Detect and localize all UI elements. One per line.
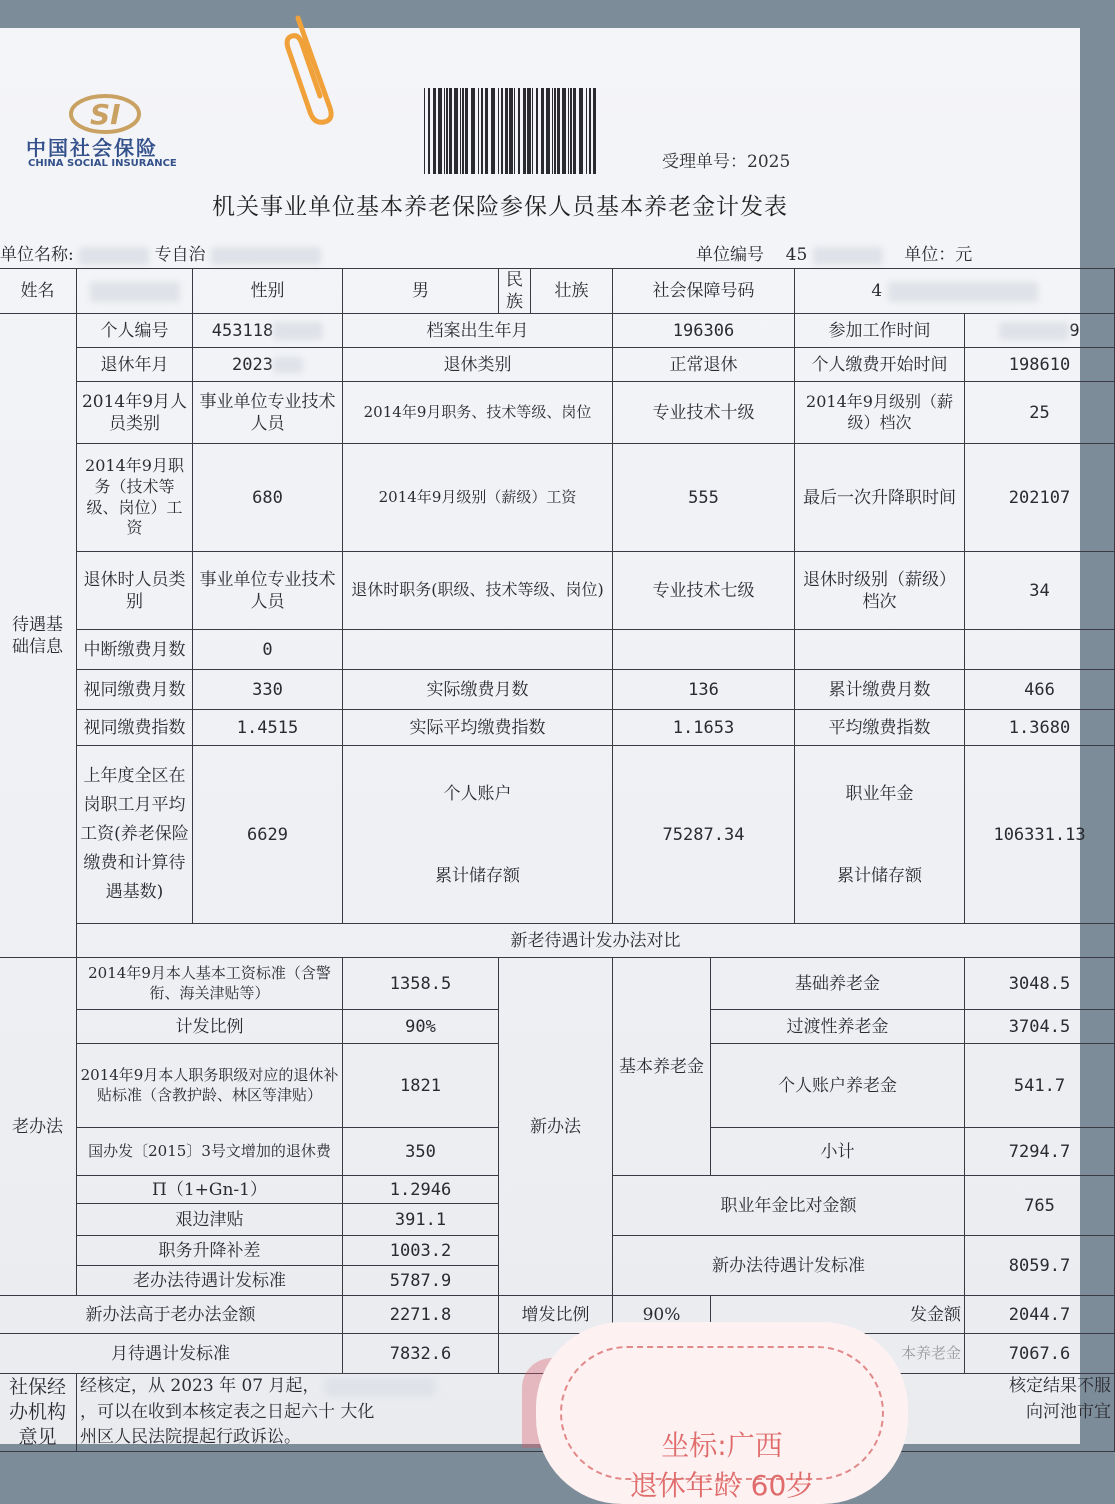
barcode-bar xyxy=(557,88,560,174)
deemed-months-value: 330 xyxy=(193,670,343,710)
redaction xyxy=(813,247,883,265)
new-standard-label: 新办法待遇计发标准 xyxy=(613,1236,965,1296)
barcode-bar xyxy=(481,88,483,174)
new-row-label: 个人账户养老金 xyxy=(711,1044,965,1128)
retire-category-value: 事业单位专业技术人员 xyxy=(193,552,343,630)
actual-months-value: 136 xyxy=(613,670,795,710)
svg-text:SI: SI xyxy=(90,98,121,131)
retire-grade-value: 34 xyxy=(965,552,1115,630)
deemed-index-value: 1.4515 xyxy=(193,710,343,746)
retire-post-label: 退休时职务(职级、技术等级、岗位) xyxy=(343,552,613,630)
interrupt-value: 0 xyxy=(193,630,343,670)
barcode-bar xyxy=(449,88,452,174)
birth-label: 档案出生年月 xyxy=(343,314,613,348)
annuity-value: 106331.13 xyxy=(965,746,1115,924)
unit-code-label: 单位编号 xyxy=(696,245,764,265)
footer-line2: ，可以在收到本核定表之日起六十 xyxy=(80,1401,335,1422)
personal-account-label-1: 个人账户 xyxy=(443,783,512,804)
barcode-bar xyxy=(454,88,458,174)
barcode-bar xyxy=(554,88,556,174)
sep2014-post-value: 专业技术十级 xyxy=(613,382,795,444)
personal-account-label-2: 累计储存额 xyxy=(435,865,520,886)
retire-date-value: 2023 xyxy=(232,354,273,375)
barcode-bar xyxy=(428,88,430,174)
increase-amount-value: 2044.7 xyxy=(965,1296,1115,1334)
footer-left-label: 社保经办机构意见 xyxy=(0,1374,77,1452)
annuity-label-2: 累计储存额 xyxy=(837,865,922,886)
sep2014-category-label: 2014年9月人员类别 xyxy=(77,382,193,444)
barcode-bar xyxy=(523,88,526,174)
basic-pension-partial: 本养老金 xyxy=(499,1334,965,1374)
sep2014-category-value: 事业单位专业技术人员 xyxy=(193,382,343,444)
birth-value: 196306 xyxy=(613,314,795,348)
barcode-bar xyxy=(532,88,533,174)
avg-wage-value: 6629 xyxy=(193,746,343,924)
retire-type-value: 正常退休 xyxy=(613,348,795,382)
actual-index-label: 实际平均缴费指数 xyxy=(343,710,613,746)
new-row-label: 基础养老金 xyxy=(711,958,965,1010)
retire-category-label: 退休时人员类别 xyxy=(77,552,193,630)
barcode-bar xyxy=(465,88,468,174)
personal-account-value: 75287.34 xyxy=(613,746,795,924)
sep2014-post-wage-value: 680 xyxy=(193,444,343,552)
sep2014-post-wage-label: 2014年9月职务（技术等级、岗位）工资 xyxy=(77,444,193,552)
pay-start-label: 个人缴费开始时间 xyxy=(795,348,965,382)
old-row-label: 艰边津贴 xyxy=(77,1204,343,1236)
new-row-label: 过渡性养老金 xyxy=(711,1010,965,1044)
sep2014-grade-wage-label: 2014年9月级别（薪级）工资 xyxy=(343,444,613,552)
barcode-bar xyxy=(586,88,587,174)
barcode-bar xyxy=(446,88,448,174)
unit-name-line xyxy=(0,240,321,265)
barcode-bar xyxy=(573,88,576,174)
name-label: 姓名 xyxy=(0,269,77,314)
barcode-bar xyxy=(509,88,513,174)
footer-line1-right: 核定结果不服 xyxy=(1009,1376,1112,1397)
old-row-value: 90% xyxy=(343,1010,499,1044)
new-standard-value: 8059.7 xyxy=(965,1236,1115,1296)
total-months-value: 466 xyxy=(965,670,1115,710)
increase-ratio-value: 90% xyxy=(613,1296,711,1334)
annuity-compare-label: 职业年金比对金额 xyxy=(613,1176,965,1236)
avg-index-label: 平均缴费指数 xyxy=(795,710,965,746)
redaction xyxy=(888,282,1038,302)
old-row-label: 老办法待遇计发标准 xyxy=(77,1266,343,1296)
actual-months-label: 实际缴费月数 xyxy=(343,670,613,710)
barcode-bar xyxy=(589,88,591,174)
redaction xyxy=(999,322,1069,340)
old-row-value: 1.2946 xyxy=(343,1176,499,1204)
deemed-index-label: 视同缴费指数 xyxy=(77,710,193,746)
pension-table xyxy=(0,268,1115,1452)
barcode-bar xyxy=(579,88,583,174)
unit-name-label: 单位名称: xyxy=(0,245,74,265)
barcode-bar xyxy=(498,88,499,174)
old-row-label: 国办发〔2015〕3号文增加的退休费 xyxy=(77,1128,343,1176)
ethnic-value: 壮族 xyxy=(531,269,613,314)
last-promo-value: 202107 xyxy=(965,444,1115,552)
retire-grade-label: 退休时级别（薪级）档次 xyxy=(795,552,965,630)
increase-ratio-label: 增发比例 xyxy=(499,1296,613,1334)
old-row-label: 职务升降补差 xyxy=(77,1236,343,1266)
ssn-partial: 4 xyxy=(871,281,883,302)
document-paper xyxy=(0,28,1112,1502)
barcode-bar xyxy=(546,88,550,174)
paper-clip xyxy=(268,8,348,128)
sep2014-grade-wage-value: 555 xyxy=(613,444,795,552)
old-row-value: 1003.2 xyxy=(343,1236,499,1266)
footer-line3: 州区人民法院提起行政诉讼。 xyxy=(80,1427,301,1448)
retire-date-label: 退休年月 xyxy=(77,348,193,382)
last-promo-label: 最后一次升降职时间 xyxy=(795,444,965,552)
barcode-bar xyxy=(568,88,569,174)
final-value: 7067.6 xyxy=(965,1334,1115,1374)
annuity-label-1: 职业年金 xyxy=(845,783,914,804)
side-label-text: 待遇基础信息 xyxy=(12,614,63,657)
gender-value: 男 xyxy=(343,269,499,314)
barcode-bar xyxy=(501,88,503,174)
work-start-label: 参加工作时间 xyxy=(795,314,965,348)
old-row-label: 计发比例 xyxy=(77,1010,343,1044)
overlay-age-text: 退休年龄 60岁 xyxy=(629,1469,815,1502)
compare-section-title: 新老待遇计发办法对比 xyxy=(77,924,1115,958)
redaction xyxy=(211,247,321,265)
new-row-value: 541.7 xyxy=(965,1044,1115,1128)
sep2014-grade-value: 25 xyxy=(965,382,1115,444)
new-row-label: 小计 xyxy=(711,1128,965,1176)
new-method-label: 新办法 xyxy=(499,958,613,1296)
barcode-bar xyxy=(433,88,436,174)
actual-index-value: 1.1653 xyxy=(613,710,795,746)
unit-code-partial: 45 xyxy=(785,245,808,265)
overlay-location-text: 坐标:广西 xyxy=(661,1429,783,1462)
diff-label: 新办法高于老办法金额 xyxy=(0,1296,343,1334)
logo-text-en: CHINA SOCIAL INSURANCE xyxy=(28,158,177,169)
redaction xyxy=(90,282,180,302)
redaction xyxy=(273,357,303,373)
ethnic-label: 民族 xyxy=(499,269,531,314)
pay-start-value: 198610 xyxy=(965,348,1115,382)
avg-wage-label: 上年度全区在岗职工月平均工资(养老保险缴费和计算待遇基数) xyxy=(77,746,193,924)
barcode-bar xyxy=(505,88,508,174)
old-method-label: 老办法 xyxy=(0,958,77,1296)
retire-post-value: 专业技术七级 xyxy=(613,552,795,630)
barcode-bar xyxy=(536,88,538,174)
barcode-bar xyxy=(593,88,596,174)
barcode-bar xyxy=(485,88,488,174)
barcode-bar xyxy=(478,88,479,174)
barcode xyxy=(422,86,602,176)
person-id-label: 个人编号 xyxy=(77,314,193,348)
side-label-basic-info xyxy=(0,314,77,958)
work-start-value: 9 xyxy=(1069,320,1080,341)
barcode-bar xyxy=(514,88,515,174)
increase-amount-label: 发金额 xyxy=(711,1296,965,1334)
barcode-bar xyxy=(462,88,464,174)
barcode-bar xyxy=(552,88,553,174)
barcode-bar xyxy=(460,88,461,174)
watermark-cloud xyxy=(542,1328,902,1502)
new-row-value: 7294.7 xyxy=(965,1128,1115,1176)
redaction xyxy=(273,322,323,340)
barcode-bar xyxy=(541,88,544,174)
deemed-months-label: 视同缴费月数 xyxy=(77,670,193,710)
old-row-value: 5787.9 xyxy=(343,1266,499,1296)
old-row-label: Π（1+Gn-1） xyxy=(77,1176,343,1204)
barcode-bar xyxy=(562,88,566,174)
gender-label: 性别 xyxy=(193,269,343,314)
redaction xyxy=(79,247,149,265)
basic-pension-label: 基本养老金 xyxy=(613,958,711,1176)
unit-name-partial: 专自治 xyxy=(154,245,206,265)
currency-label: 单位：元 xyxy=(904,245,973,265)
old-row-value: 391.1 xyxy=(343,1204,499,1236)
logo-text-cn: 中国社会保险 xyxy=(26,136,158,160)
retire-type-label: 退休类别 xyxy=(343,348,613,382)
new-row-value: 3048.5 xyxy=(965,958,1115,1010)
old-row-label: 2014年9月本人职务职级对应的退休补贴标准（含教护龄、林区等津贴） xyxy=(77,1044,343,1128)
barcode-bar xyxy=(424,88,425,174)
barcode-bar xyxy=(491,88,495,174)
page-title: 机关事业单位基本养老保险参保人员基本养老金计发表 xyxy=(212,194,788,220)
monthly-value: 7832.6 xyxy=(343,1334,499,1374)
old-row-value: 1821 xyxy=(343,1044,499,1128)
old-row-value: 350 xyxy=(343,1128,499,1176)
sep2014-grade-label: 2014年9月级别（薪级）档次 xyxy=(795,382,965,444)
person-id-value: 453118 xyxy=(211,320,274,341)
diff-value: 2271.8 xyxy=(343,1296,499,1334)
old-row-value: 1358.5 xyxy=(343,958,499,1010)
interrupt-label: 中断缴费月数 xyxy=(77,630,193,670)
old-row-label: 2014年9月本人基本工资标准（含警衔、海关津贴等） xyxy=(77,958,343,1010)
barcode-bar xyxy=(527,88,531,174)
barcode-bar xyxy=(471,88,475,174)
receipt-number: 受理单号：2025 xyxy=(662,152,791,172)
avg-index-value: 1.3680 xyxy=(965,710,1115,746)
barcode-bar xyxy=(438,88,442,174)
sign-fragment: 大化 xyxy=(340,1401,375,1422)
barcode-bar xyxy=(518,88,520,174)
ssn-label: 社会保障号码 xyxy=(613,269,795,314)
new-row-value: 3704.5 xyxy=(965,1010,1115,1044)
personal-account-label xyxy=(343,746,613,924)
barcode-bar xyxy=(570,88,572,174)
total-months-label: 累计缴费月数 xyxy=(795,670,965,710)
barcode-bar xyxy=(444,88,445,174)
footer-line2-right: 向河池市宜 xyxy=(1026,1401,1112,1422)
annuity-compare-value: 765 xyxy=(965,1176,1115,1236)
annuity-label xyxy=(795,746,965,924)
monthly-label: 月待遇计发标准 xyxy=(0,1334,343,1374)
redaction xyxy=(325,1378,435,1396)
sep2014-post-label: 2014年9月职务、技术等级、岗位 xyxy=(343,382,613,444)
unit-code-line xyxy=(696,240,972,265)
footer-line1: 经核定，从 2023 年 07 月起， xyxy=(80,1376,320,1397)
